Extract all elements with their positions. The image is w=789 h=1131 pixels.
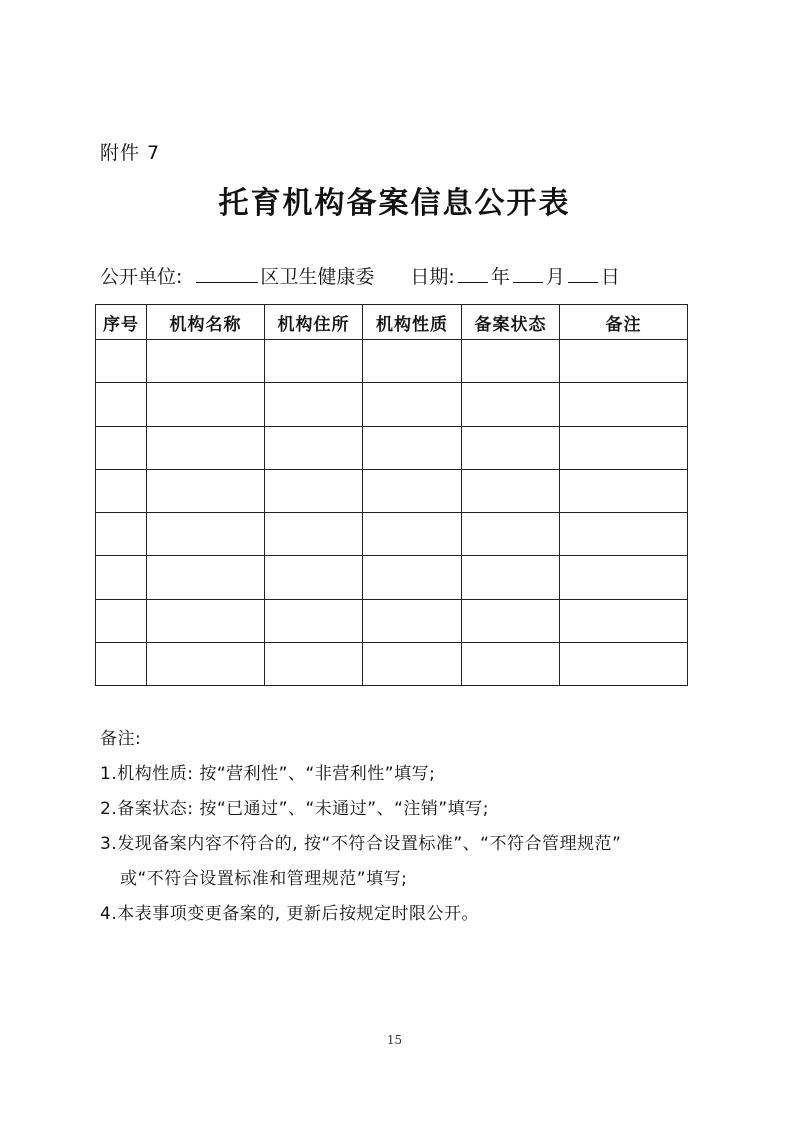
page-number: 15 [386, 1033, 403, 1047]
table-cell [363, 642, 462, 685]
col-header-status: 备案状态 [462, 305, 560, 340]
table-cell [147, 513, 265, 556]
table-cell [96, 642, 147, 685]
table-cell [560, 513, 688, 556]
table-cell [96, 599, 147, 642]
form-meta-line [100, 262, 620, 289]
table-cell [560, 556, 688, 599]
table-cell [265, 426, 363, 469]
note-item-2: 2.备案状态: 按“已通过”、“未通过”、“注销”填写; [100, 799, 489, 819]
table-cell [147, 383, 265, 426]
note-item-1: 1.机构性质: 按“营利性”、“非营利性”填写; [100, 764, 436, 784]
table-row [96, 642, 688, 685]
table-cell [363, 513, 462, 556]
table-cell [462, 426, 560, 469]
table-cell [363, 469, 462, 512]
table-body [96, 340, 688, 686]
table-cell [462, 556, 560, 599]
month-label: 月 [545, 266, 565, 288]
table-row [96, 383, 688, 426]
table-cell [462, 642, 560, 685]
table-cell [560, 426, 688, 469]
table-row [96, 340, 688, 383]
table-cell [265, 599, 363, 642]
col-header-name: 机构名称 [147, 305, 265, 340]
unit-label: 公开单位: [100, 266, 183, 288]
table-cell [363, 599, 462, 642]
table-cell [363, 426, 462, 469]
note-item-4: 4.本表事项变更备案的, 更新后按规定时限公开。 [100, 904, 480, 924]
date-label: 日期: [410, 266, 455, 288]
page-title: 托育机构备案信息公开表 [218, 186, 571, 221]
table-cell [363, 383, 462, 426]
col-header-index: 序号 [96, 305, 147, 340]
col-header-address: 机构住所 [265, 305, 363, 340]
table-cell [462, 383, 560, 426]
table-row [96, 599, 688, 642]
note-item-3: 3.发现备案内容不符合的, 按“不符合设置标准”、“不符合管理规范” [100, 834, 622, 854]
year-blank [458, 264, 488, 283]
table-cell [147, 642, 265, 685]
table-cell [147, 556, 265, 599]
table-row [96, 469, 688, 512]
table-cell [265, 513, 363, 556]
table-cell [147, 469, 265, 512]
table-cell [560, 642, 688, 685]
table-cell [96, 383, 147, 426]
table-header-row [96, 305, 688, 340]
table-cell [96, 469, 147, 512]
notes-section [100, 722, 621, 932]
table-cell [265, 556, 363, 599]
table-cell [96, 340, 147, 383]
col-header-nature: 机构性质 [363, 305, 462, 340]
table-cell [363, 556, 462, 599]
table-cell [560, 599, 688, 642]
table-cell [147, 599, 265, 642]
unit-blank [196, 264, 258, 283]
table-cell [96, 426, 147, 469]
table-cell [462, 599, 560, 642]
table-cell [265, 469, 363, 512]
table-cell [462, 340, 560, 383]
year-label: 年 [490, 266, 510, 288]
table-cell [96, 513, 147, 556]
table-cell [363, 340, 462, 383]
attachment-label: 附件 7 [100, 142, 161, 164]
unit-suffix: 区卫生健康委 [260, 266, 375, 288]
notes-heading: 备注: [100, 729, 142, 749]
day-label: 日 [600, 266, 620, 288]
table-row [96, 556, 688, 599]
table-cell [265, 340, 363, 383]
col-header-remarks: 备注 [560, 305, 688, 340]
table-cell [265, 642, 363, 685]
table-cell [560, 383, 688, 426]
table-cell [560, 340, 688, 383]
table-cell [560, 469, 688, 512]
disclosure-table [95, 304, 688, 686]
table-cell [147, 426, 265, 469]
note-item-3-continued: 或“不符合设置标准和管理规范”填写; [120, 869, 408, 889]
table-cell [265, 383, 363, 426]
table-row [96, 513, 688, 556]
table-cell [462, 469, 560, 512]
day-blank [568, 264, 598, 283]
table-cell [147, 340, 265, 383]
table-cell [462, 513, 560, 556]
table-row [96, 426, 688, 469]
month-blank [513, 264, 543, 283]
table-cell [96, 556, 147, 599]
